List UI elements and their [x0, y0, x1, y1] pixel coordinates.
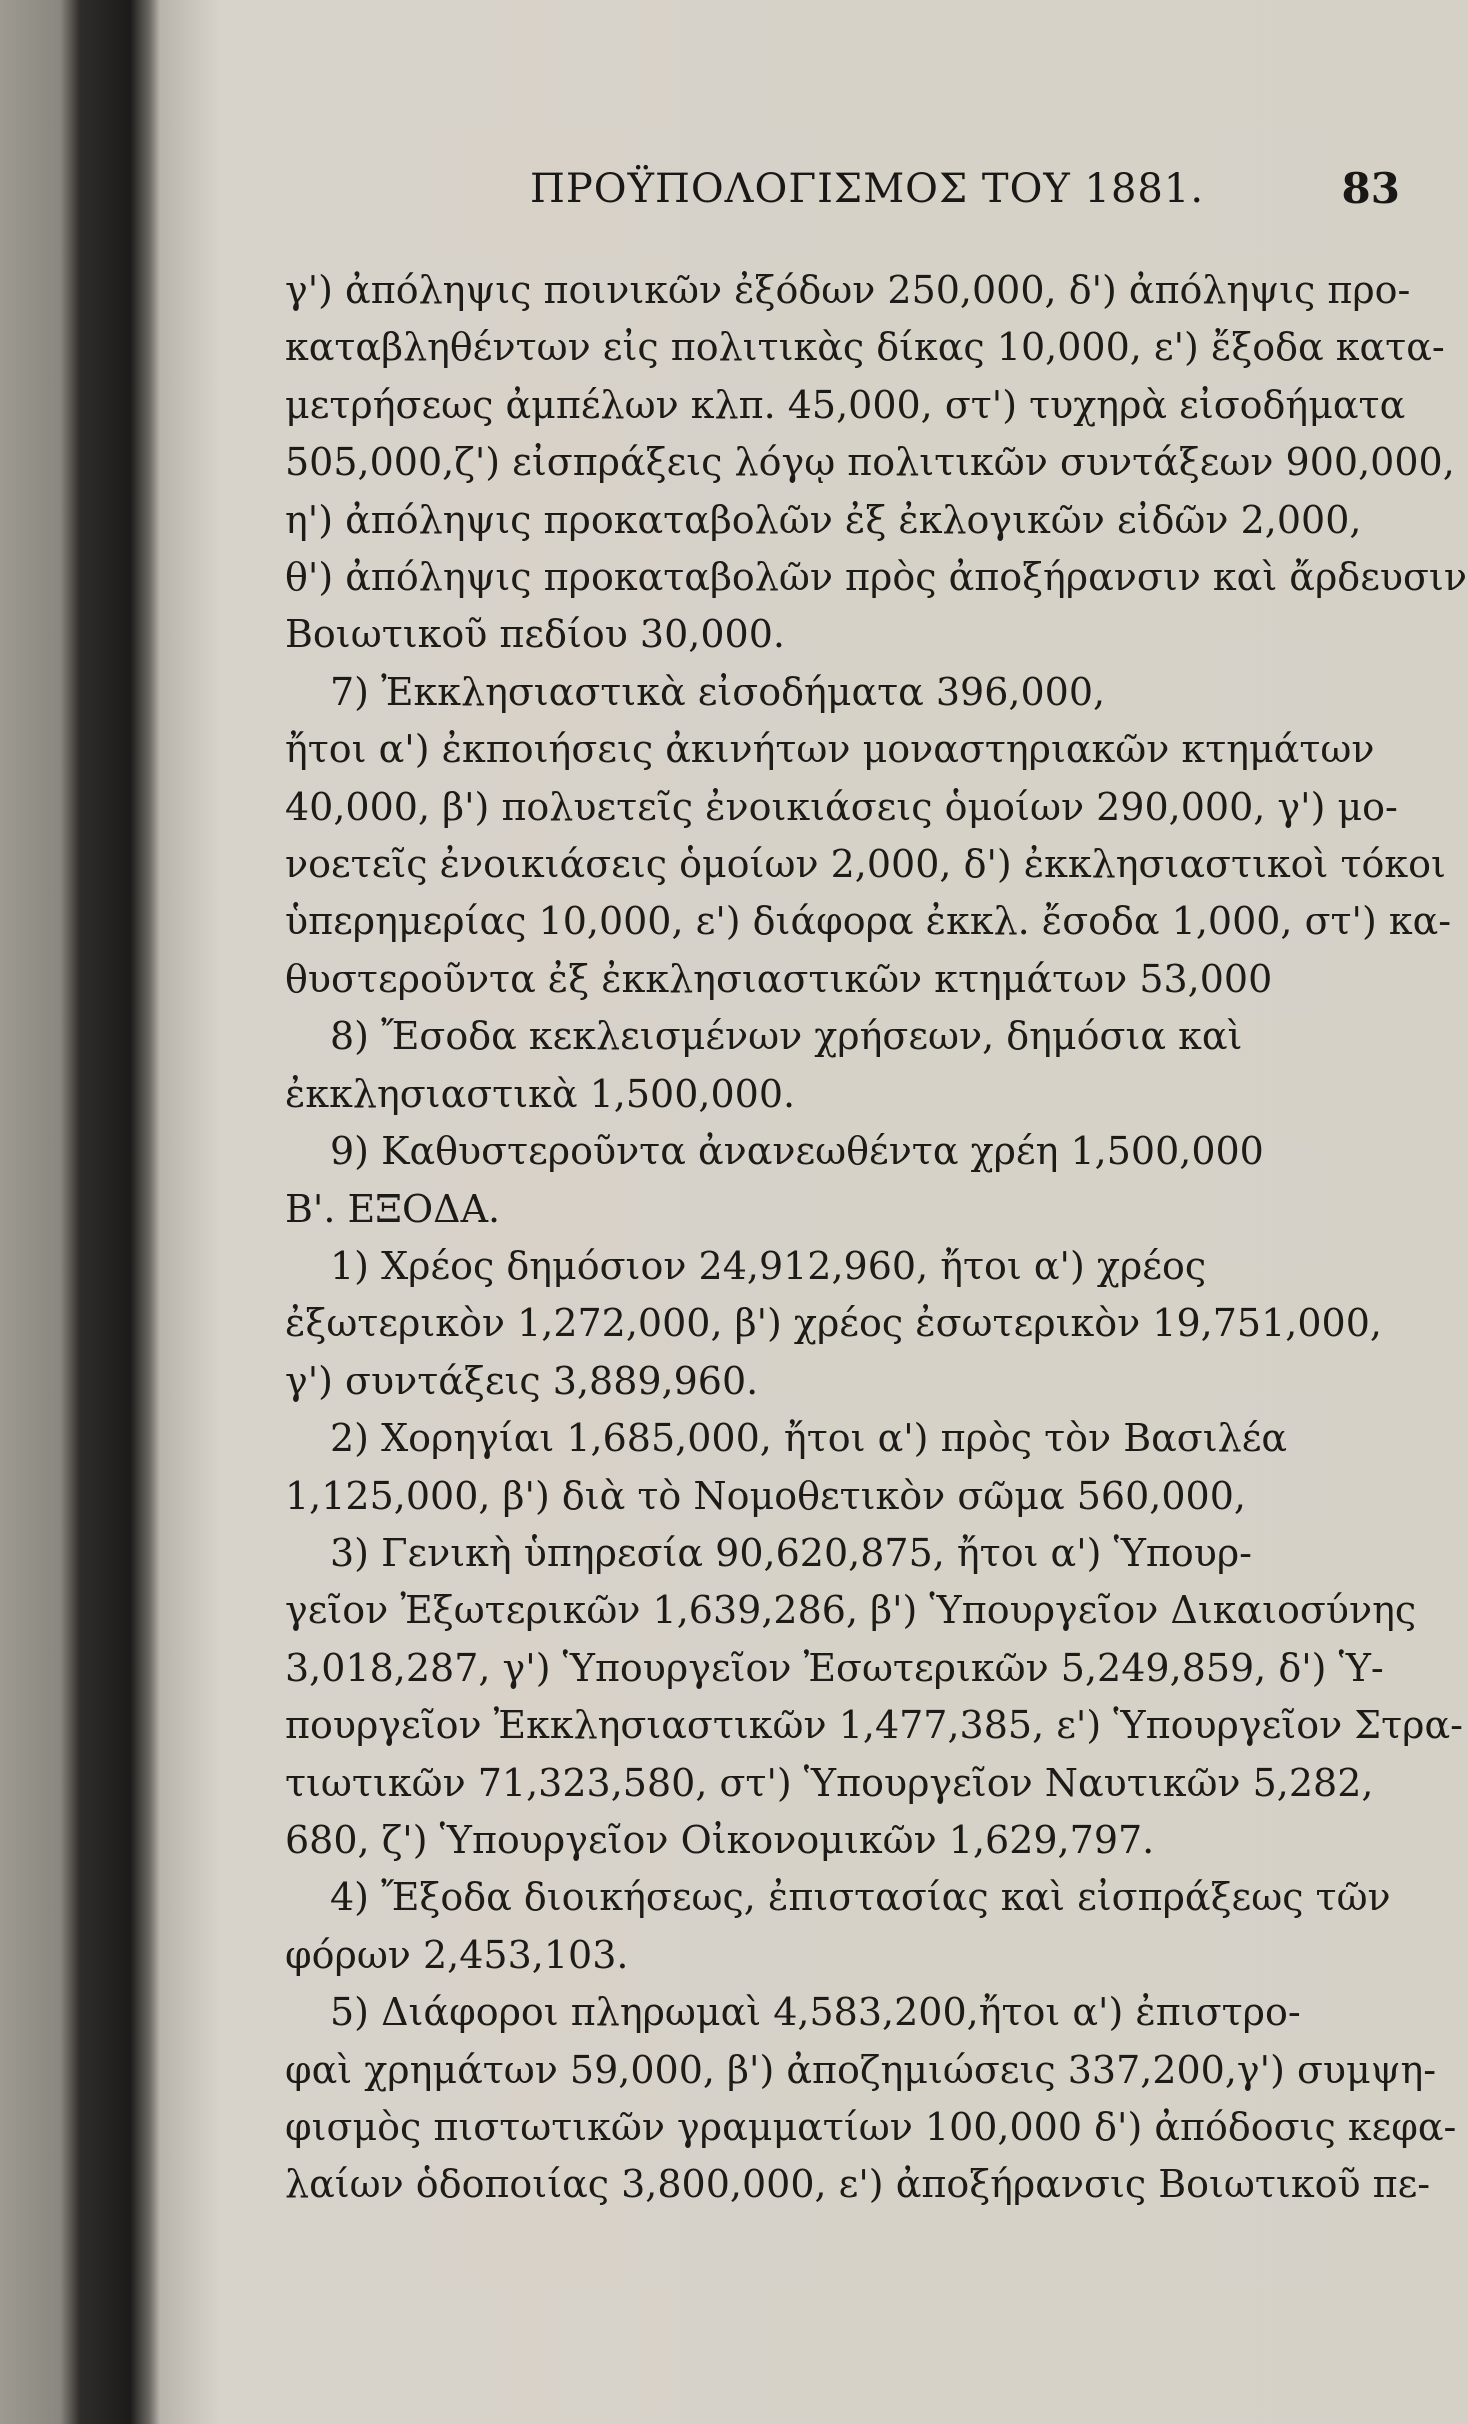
text-line: φισμὸς πιστωτικῶν γραμματίων 100,000 δ') ἀπόδοσις κεφα- [285, 2105, 1457, 2149]
text-line: 5) Διάφοροι πληρωμαὶ 4,583,200,ἤτοι α') ἐπιστρο- [330, 1990, 1301, 2035]
text-line: ἐξωτερικὸν 1,272,000, β') χρέος ἐσωτερικὸν 19,751,000, [285, 1301, 1382, 1346]
text-line: 4) Ἔξοδα διοικήσεως, ἐπιστασίας καὶ εἰσπράξεως τῶν [330, 1875, 1391, 1920]
page-header [360, 160, 1400, 220]
text-line: Β'. ΕΞΟΔΑ. [285, 1186, 501, 1231]
text-line: 1,125,000, β') διὰ τὸ Νομοθετικὸν σῶμα 560,000, [285, 1473, 1246, 1518]
text-line: 7) Ἐκκλησιαστικὰ εἰσοδήματα 396,000, [330, 669, 1106, 714]
text-line: μετρήσεως ἀμπέλων κλπ. 45,000, στ') τυχηρὰ εἰσοδήματα [285, 382, 1406, 427]
text-line: γ') ἀπόληψις ποινικῶν ἐξόδων 250,000, δ') ἀπόληψις προ- [285, 268, 1411, 312]
text-line: γ') συντάξεις 3,889,960. [285, 1358, 759, 1403]
text-line: ὑπερημερίας 10,000, ε') διάφορα ἐκκλ. ἔσοδα 1,000, στ') κα- [285, 899, 1452, 944]
text-line: λαίων ὁδοποιίας 3,800,000, ε') ἀποξήρανσις Βοιωτικοῦ πε- [285, 2162, 1431, 2207]
text-line: 40,000, β') πολυετεῖς ἐνοικιάσεις ὁμοίων 290,000, γ') μο- [285, 784, 1398, 829]
text-line: 3) Γενικὴ ὑπηρεσία 90,620,875, ἤτοι α') Ὑπουρ- [330, 1530, 1253, 1575]
running-title: ΠΡΟΫΠΟΛΟΓΙΣΜΟΣ ΤΟΥ 1881. [530, 166, 1205, 212]
text-line: φόρων 2,453,103. [285, 1932, 629, 1977]
page-number: 83 [1341, 164, 1400, 213]
book-spine-shadow [0, 0, 160, 2424]
text-line: 680, ζ') Ὑπουργεῖον Οἰκονομικῶν 1,629,797. [285, 1817, 1155, 1862]
text-line: 1) Χρέος δημόσιον 24,912,960, ἤτοι α') χρέος [330, 1243, 1207, 1288]
text-line: 8) Ἔσοδα κεκλεισμένων χρήσεων, δημόσια καὶ [330, 1014, 1243, 1059]
text-line: 9) Καθυστεροῦντα ἀνανεωθέντα χρέη 1,500,000 [330, 1129, 1264, 1174]
text-line: 2) Χορηγίαι 1,685,000, ἤτοι α') πρὸς τὸν Βασιλέα [330, 1416, 1288, 1461]
text-line: καταβληθέντων εἰς πολιτικὰς δίκας 10,000, ε') ἔξοδα κατα- [285, 325, 1445, 370]
text-line: πουργεῖον Ἐκκλησιαστικῶν 1,477,385, ε') Ὑπουργεῖον Στρα- [285, 1703, 1463, 1748]
text-line: η') ἀπόληψις προκαταβολῶν ἐξ ἐκλογικῶν εἰδῶν 2,000, [285, 497, 1362, 542]
text-line: 505,000,ζ') εἰσπράξεις λόγῳ πολιτικῶν συντάξεων 900,000, [285, 440, 1455, 485]
text-line: θ') ἀπόληψις προκαταβολῶν πρὸς ἀποξήρανσιν καὶ ἄρδευσιν [285, 555, 1467, 600]
body-text [285, 262, 1467, 2214]
text-line: Βοιωτικοῦ πεδίου 30,000. [285, 612, 785, 657]
text-line: νοετεῖς ἐνοικιάσεις ὁμοίων 2,000, δ') ἐκκλησιαστικοὶ τόκοι [285, 842, 1446, 887]
text-line: ἤτοι α') ἐκποιήσεις ἀκινήτων μοναστηριακῶν κτημάτων [285, 727, 1375, 772]
text-line: θυστεροῦντα ἐξ ἐκκλησιαστικῶν κτημάτων 53,000 [285, 956, 1273, 1001]
text-line: ἐκκλησιαστικὰ 1,500,000. [285, 1071, 796, 1116]
text-line: φαὶ χρημάτων 59,000, β') ἀποζημιώσεις 337,200,γ') συμψη- [285, 2047, 1437, 2092]
text-line: γεῖον Ἐξωτερικῶν 1,639,286, β') Ὑπουργεῖον Δικαιοσύνης [285, 1588, 1417, 1633]
text-line: τιωτικῶν 71,323,580, στ') Ὑπουργεῖον Ναυτικῶν 5,282, [285, 1760, 1374, 1805]
text-line: 3,018,287, γ') Ὑπουργεῖον Ἐσωτερικῶν 5,249,859, δ') Ὑ- [285, 1645, 1384, 1690]
